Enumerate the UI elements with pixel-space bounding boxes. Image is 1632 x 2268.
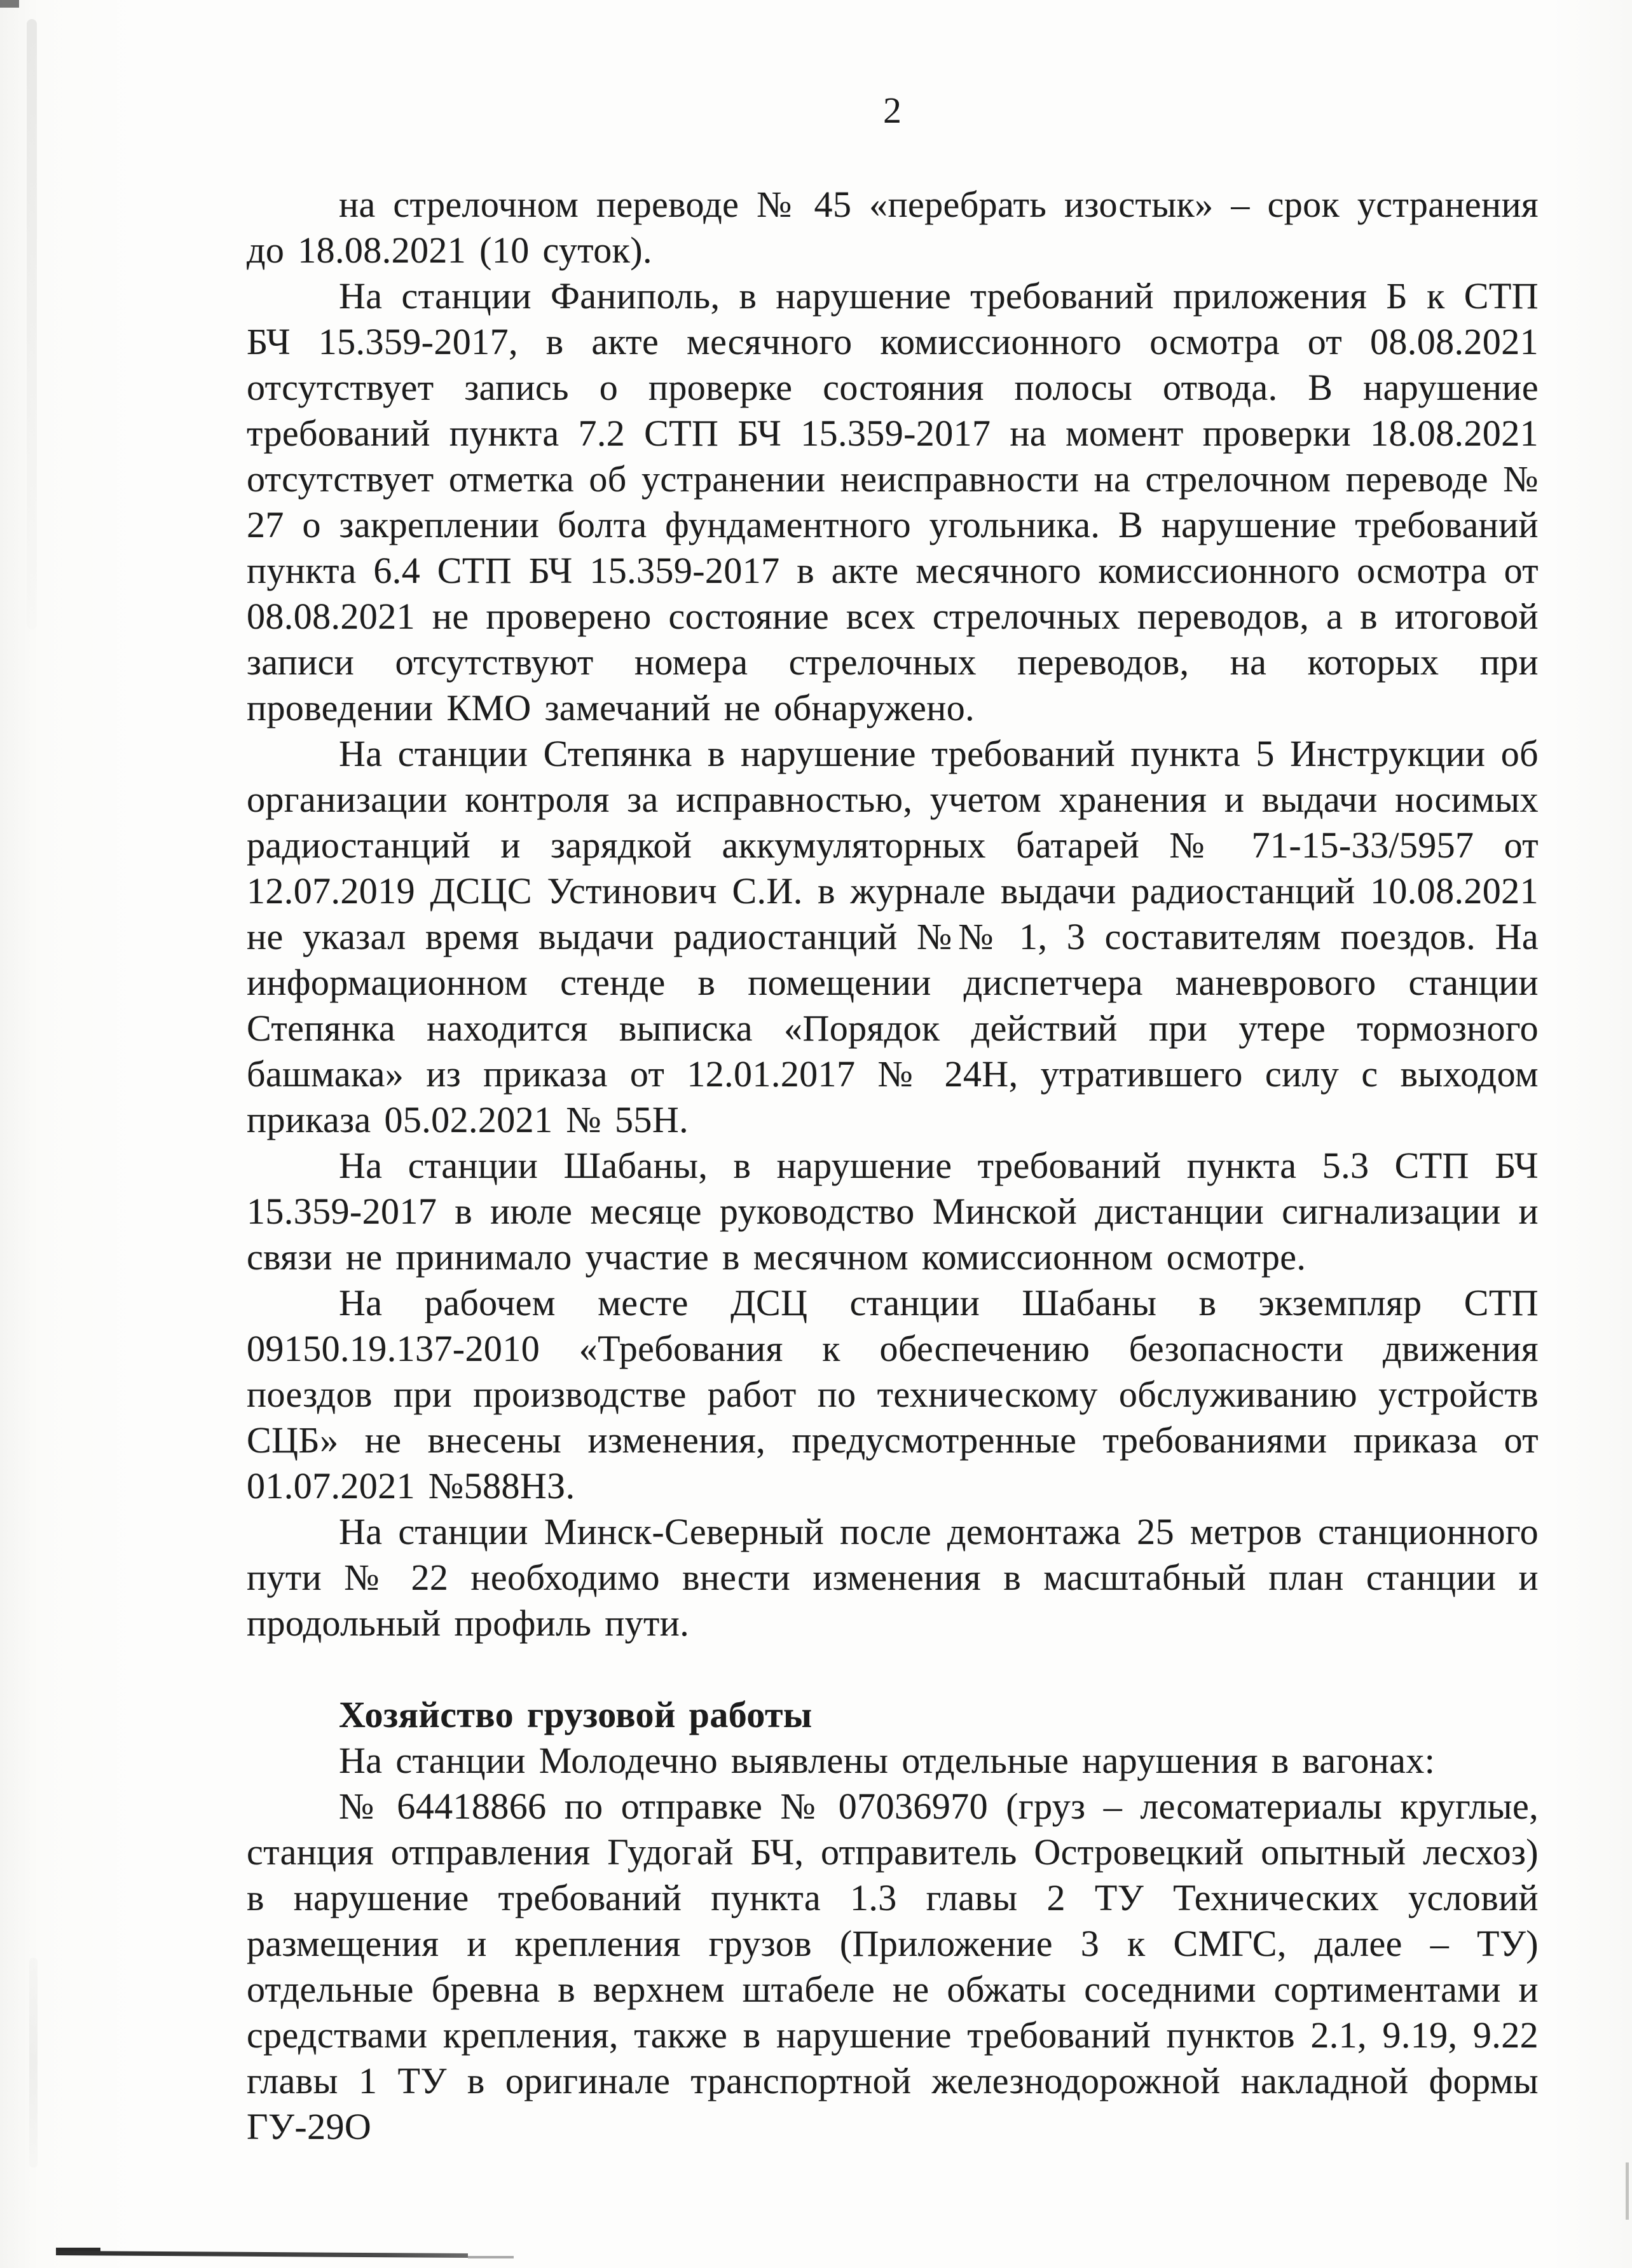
scan-artifact-bottom-line-tail bbox=[468, 2256, 514, 2258]
scan-artifact-corner-mark bbox=[0, 0, 19, 8]
scan-artifact-right-edge bbox=[1626, 2162, 1629, 2220]
paragraph: На станции Фаниполь, в нарушение требований приложения Б к СТП БЧ 15.359-2017, в акте месячного комиссионного осмотра от 08.08.2021 отсутствует запись о проверке состояния полосы отвода. В нарушение требований пункта 7.2 СТП БЧ 15.359-2017 на момент проверки 18.08.2021 отсутствует отметка об устранении неисправности на стрелочном переводе № 27 о закреплении болта фундаментного угольника. В нарушение требований пункта 6.4 СТП БЧ 15.359-2017 в акте месячного комиссионного осмотра от 08.08.2021 не проверено состояние всех стрелочных переводов, а в итоговой записи отсутствуют номера стрелочных переводов, на которых при проведении КМО замечаний не обнаружено. bbox=[247, 275, 1539, 728]
paragraph: на стрелочном переводе № 45 «перебрать изостык» – срок устранения до 18.08.2021 (10 суток). bbox=[247, 184, 1539, 271]
paragraph: На станции Молодечно выявлены отдельные нарушения в вагонах: bbox=[339, 1740, 1436, 1781]
scan-artifact-left-streak-bottom bbox=[29, 1958, 38, 2168]
paragraph: На рабочем месте ДСЦ станции Шабаны в экземпляр СТП 09150.19.137-2010 «Требования к обеспечению безопасности движения поездов при производстве работ по техническому обслуживанию устройств СЦБ» не внесены изменения, предусмотренные требованиями приказа от 01.07.2021 №588НЗ. bbox=[247, 1282, 1539, 1506]
scan-artifact-left-streak-top bbox=[27, 19, 37, 629]
document-body bbox=[247, 182, 1539, 2150]
paragraph: На станции Минск-Северный после демонтажа 25 метров станционного пути № 22 необходимо внести изменения в масштабный план станции и продольный профиль пути. bbox=[247, 1511, 1539, 1644]
paragraph: На станции Шабаны, в нарушение требований пункта 5.3 СТП БЧ 15.359-2017 в июле месяце руководство Минской дистанции сигнализации и связи не принимало участие в месячном комиссионном осмотре. bbox=[247, 1145, 1539, 1278]
paragraph: № 64418866 по отправке № 07036970 (груз – лесоматериалы круглые, станция отправления Гудогай БЧ, отправитель Островецкий опытный лесхоз) в нарушение требований пункта 1.3 главы 2 ТУ Технических условий размещения и крепления грузов (Приложение 3 к СМГС, далее – ТУ) отдельные бревна в верхнем штабеле не обжаты соседними сортиментами и средствами крепления, также в нарушение требований пунктов 2.1, 9.19, 9.22 главы 1 ТУ в оригинале транспортной железнодорожной накладной формы ГУ-29О bbox=[247, 1786, 1539, 2147]
scan-artifact-bottom-line bbox=[56, 2251, 468, 2258]
scan-artifact-bottom-line-head bbox=[56, 2248, 100, 2255]
paragraph: На станции Степянка в нарушение требований пункта 5 Инструкции об организации контроля за исправностью, учетом хранения и выдачи носимых радиостанций и зарядкой аккумуляторных батарей № 71-15-33/5957 от 12.07.2019 ДСЦС Устинович С.И. в журнале выдачи радиостанций 10.08.2021 не указал время выдачи радиостанций №№ 1, 3 составителям поездов. На информационном стенде в помещении диспетчера маневрового станции Степянка находится выписка «Порядок действий при утере тормозного башмака» из приказа от 12.01.2017 № 24Н, утратившего силу с выходом приказа 05.02.2021 № 55Н. bbox=[247, 733, 1539, 1140]
section-heading: Хозяйство грузовой работы bbox=[339, 1694, 813, 1735]
page-number: 2 bbox=[883, 90, 902, 131]
